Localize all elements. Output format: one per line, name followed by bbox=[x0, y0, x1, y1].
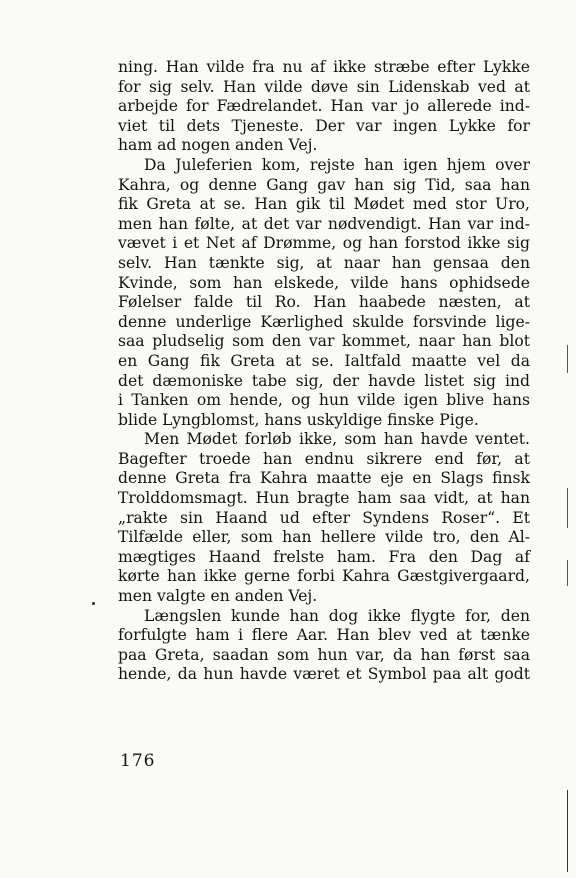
text-line: Da Juleferien kom, rejste han igen hjem over bbox=[144, 155, 530, 174]
scan-edge-mark bbox=[567, 345, 568, 373]
text-line: Tilfælde eller, som han hellere vilde tro, den Al- bbox=[118, 528, 530, 547]
text-line: Men Mødet forløb ikke, som han havde ventet. bbox=[144, 430, 530, 449]
text-line: Kvinde, som han elskede, vilde hans ophidsede bbox=[118, 273, 530, 292]
text-line: Længslen kunde han dog ikke flygte for, den bbox=[144, 606, 530, 625]
scan-edge-mark bbox=[567, 488, 568, 528]
text-line: fik Greta at se. Han gik til Mødet med stor Uro, bbox=[118, 195, 530, 214]
text-line: Bagefter troede han endnu sikrere end før, at bbox=[118, 449, 530, 468]
text-line: mægtiges Haand frelste ham. Fra den Dag af bbox=[118, 547, 530, 566]
text-line: saa pludselig som den var kommet, naar han blot bbox=[118, 332, 530, 351]
text-line: hende, da hun havde været et Symbol paa alt godt bbox=[118, 665, 530, 684]
text-line: Kahra, og denne Gang gav han sig Tid, saa han bbox=[118, 175, 530, 194]
page-number: 176 bbox=[120, 751, 156, 771]
text-line: en Gang fik Greta at se. Ialtfald maatte vel da bbox=[118, 351, 530, 370]
text-line: men valgte en anden Vej. bbox=[118, 587, 318, 606]
body-text bbox=[118, 58, 530, 685]
text-line: kørte han ikke gerne forbi Kahra Gæstgivergaard, bbox=[118, 567, 530, 586]
text-line: blide Lyngblomst, hans uskyldige finske Pige. bbox=[118, 410, 479, 429]
text-line: selv. Han tænkte sig, at naar han gensaa den bbox=[118, 253, 530, 272]
text-line: forfulgte ham i flere Aar. Han blev ved at tænke bbox=[118, 626, 530, 645]
text-line: ham ad nogen anden Vej. bbox=[118, 136, 318, 155]
scan-speck bbox=[92, 602, 95, 605]
scan-edge-mark bbox=[567, 790, 568, 872]
text-line: vævet i et Net af Drømme, og han forstod ikke sig bbox=[118, 234, 530, 253]
text-line: men han følte, at det var nødvendigt. Han var ind- bbox=[118, 214, 530, 233]
text-line: Trolddomsmagt. Hun bragte ham saa vidt, at han bbox=[118, 489, 530, 508]
text-line: viet til dets Tjeneste. Der var ingen Lykke for bbox=[118, 116, 530, 135]
text-line: det dæmoniske tabe sig, der havde listet sig ind bbox=[118, 371, 530, 390]
text-line: paa Greta, saadan som hun var, da han først saa bbox=[118, 645, 530, 664]
text-line: arbejde for Fædrelandet. Han var jo allerede ind- bbox=[118, 97, 530, 116]
text-line: for sig selv. Han vilde døve sin Lidenskab ved at bbox=[118, 77, 530, 96]
text-line: „rakte sin Haand ud efter Syndens Roser“. Et bbox=[118, 508, 530, 527]
text-line: ning. Han vilde fra nu af ikke stræbe efter Lykke bbox=[118, 58, 530, 76]
text-line: Følelser falde til Ro. Han haabede næsten, at bbox=[118, 293, 530, 312]
scan-edge-mark bbox=[567, 560, 568, 586]
text-line: denne underlige Kærlighed skulde forsvinde lige- bbox=[118, 312, 530, 331]
text-line: denne Greta fra Kahra maatte eje en Slags finsk bbox=[118, 469, 530, 488]
text-line: i Tanken om hende, og hun vilde igen blive hans bbox=[118, 391, 530, 410]
